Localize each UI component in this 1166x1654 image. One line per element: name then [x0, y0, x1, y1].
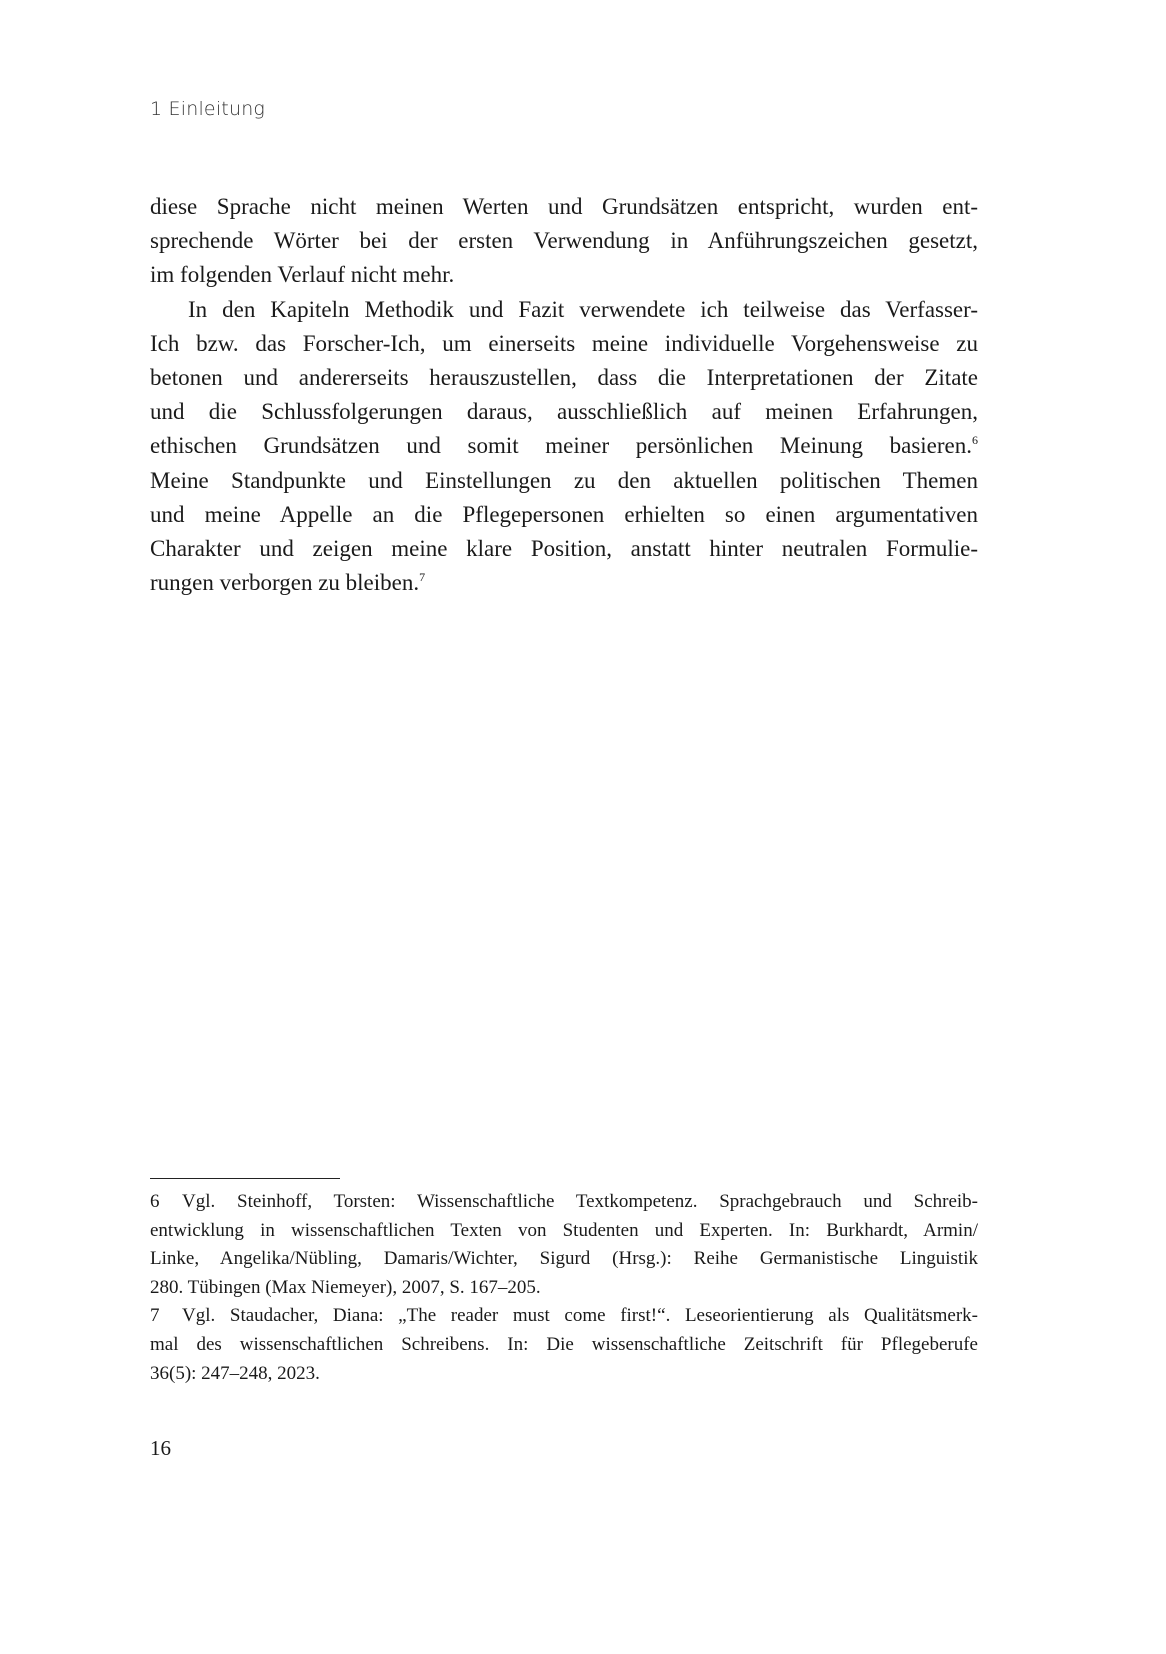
- footnote-ref-6[interactable]: 6: [972, 433, 978, 448]
- body-line: Charakter und zeigen meine klare Position, anstatt hinter neutralen Formulie-: [150, 535, 978, 561]
- footnote-separator: [150, 1178, 340, 1179]
- page-number: 16: [150, 1436, 171, 1460]
- footnote-line: entwicklung in wissenschaftlichen Texten von Studenten und Experten. In: Burkhardt, Armin/: [150, 1219, 978, 1241]
- body-line: sprechende Wörter bei der ersten Verwendung in Anführungszeichen gesetzt,: [150, 228, 978, 254]
- body-line: diese Sprache nicht meinen Werten und Grundsätzen entspricht, wurden ent-: [150, 194, 978, 219]
- running-header: 1 Einleitung: [150, 98, 266, 120]
- body-text: [150, 190, 978, 600]
- footnotes: [150, 1188, 978, 1388]
- footnote-line: Vgl. Steinhoff, Torsten: Wissenschaftliche Textkompetenz. Sprachgebrauch und Schreib-: [182, 1191, 978, 1212]
- footnote-ref-7[interactable]: 7: [419, 570, 426, 585]
- footnote-7: [150, 1302, 978, 1331]
- body-line: Ich bzw. das Forscher-Ich, um einerseits meine individuelle Vorgehensweise zu: [150, 330, 978, 356]
- footnote-number: 6: [150, 1191, 160, 1212]
- body-line: und meine Appelle an die Pflegepersonen erhielten so einen argumentativen: [150, 501, 978, 527]
- body-line: Meine Standpunkte und Einstellungen zu den aktuellen politischen Themen: [150, 467, 978, 493]
- footnote-line: Vgl. Staudacher, Diana: „The reader must come first!“. Leseorientierung als Qualitätsmerk-: [182, 1305, 978, 1327]
- footnote-line: Linke, Angelika/Nübling, Damaris/Wichter, Sigurd (Hrsg.): Reihe Germanistische Linguistik: [150, 1248, 978, 1270]
- footnote-6: [150, 1188, 978, 1217]
- body-line: [150, 429, 978, 463]
- footnote-line: mal des wissenschaftlichen Schreibens. In: Die wissenschaftliche Zeitschrift für Pflegeberufe: [150, 1333, 978, 1355]
- body-line: In den Kapiteln Methodik und Fazit verwendete ich teilweise das Verfasser-: [188, 296, 978, 322]
- body-line-text: rungen verborgen zu bleiben.: [150, 570, 420, 596]
- body-line-text: ethischen Grundsätzen und somit meiner persönlichen Meinung basieren.: [150, 433, 972, 459]
- footnote-line: 36(5): 247–248, 2023.: [150, 1362, 320, 1384]
- body-line: und die Schlussfolgerungen daraus, ausschließlich auf meinen Erfahrungen,: [150, 399, 978, 425]
- body-line: im folgenden Verlauf nicht mehr.: [150, 262, 455, 288]
- footnote-number: 7: [150, 1305, 160, 1327]
- body-line: [150, 566, 978, 600]
- footnote-line: 280. Tübingen (Max Niemeyer), 2007, S. 167–205.: [150, 1276, 541, 1298]
- body-line: betonen und andererseits herauszustellen, dass die Interpretationen der Zitate: [150, 364, 978, 390]
